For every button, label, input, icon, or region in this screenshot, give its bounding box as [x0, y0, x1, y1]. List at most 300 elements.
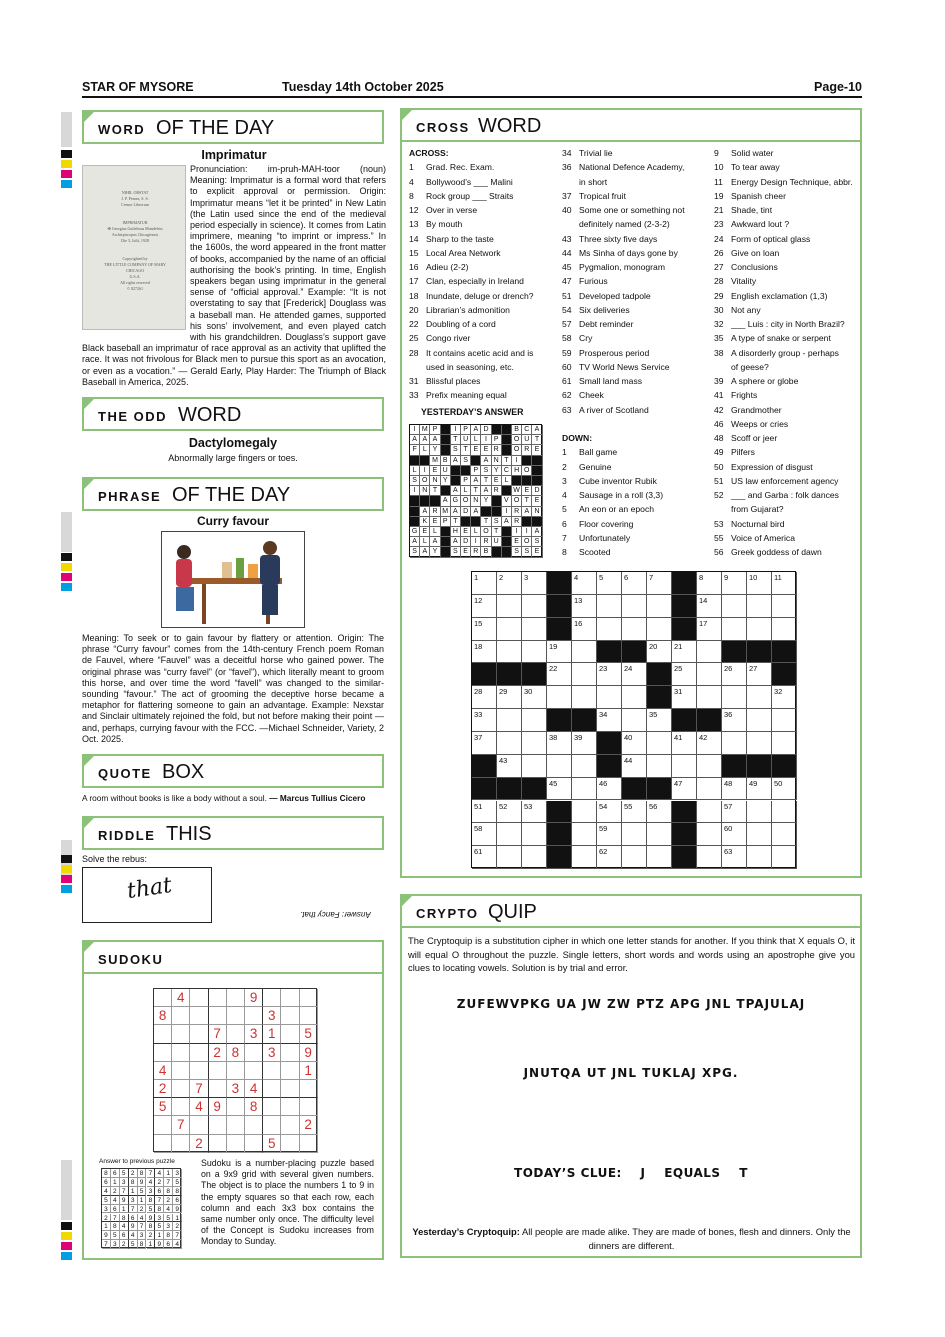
crossword-cell[interactable] [522, 686, 547, 709]
crossword-cell[interactable] [647, 709, 672, 732]
crossword-cell[interactable] [622, 618, 647, 641]
crossword-cell[interactable] [622, 663, 647, 686]
crossword-cell[interactable] [772, 801, 797, 824]
crossword-black-cell [722, 755, 747, 778]
crossword-black-cell [547, 572, 572, 595]
sudoku-cell[interactable] [190, 1007, 208, 1025]
crossword-cell[interactable] [597, 823, 622, 846]
book-line: ✠ Georgius Guilelmus Mundelein [107, 226, 163, 231]
answer-cell: I [410, 425, 420, 435]
cell-number: 20 [649, 641, 658, 651]
clue-item [562, 203, 712, 217]
sudoku-cell[interactable] [154, 1116, 172, 1134]
sudoku-cell[interactable] [209, 1062, 227, 1080]
answer-black-cell [461, 466, 471, 476]
sudoku-cell[interactable] [209, 1116, 227, 1134]
answer-cell: L [420, 445, 430, 455]
clue-item [409, 274, 557, 288]
sudoku-cell[interactable] [281, 1080, 299, 1098]
crossword-cell[interactable] [772, 709, 797, 732]
sudoku-cell: 4 [172, 989, 190, 1007]
phrase-illustration [161, 531, 305, 628]
crossword-cell[interactable] [622, 572, 647, 595]
crossword-cell[interactable] [547, 663, 572, 686]
sudoku-cell[interactable] [209, 1135, 227, 1153]
sudoku-cell[interactable] [227, 989, 245, 1007]
crossword-cell[interactable] [722, 686, 747, 709]
crossword-cell[interactable] [622, 709, 647, 732]
answer-black-cell [451, 466, 461, 476]
crossword-cell[interactable] [572, 732, 597, 755]
sudoku-cell[interactable] [154, 1135, 172, 1153]
sudoku-cell[interactable] [227, 1007, 245, 1025]
prev-sudoku-cell: 1 [173, 1214, 182, 1223]
header-small: PHRASE [98, 489, 162, 504]
crossword-cell[interactable] [697, 846, 722, 869]
crossword-cell[interactable] [497, 595, 522, 618]
crossword-cell[interactable] [722, 595, 747, 618]
crossword-cell[interactable] [572, 595, 597, 618]
crossword-cell[interactable] [672, 778, 697, 801]
sudoku-cell[interactable] [172, 1007, 190, 1025]
issue-date: Tuesday 14th October 2025 [282, 80, 444, 94]
answer-cell: S [410, 547, 420, 557]
crossword-cell[interactable] [497, 801, 522, 824]
clue-item [714, 146, 860, 160]
crossword-cell[interactable] [772, 572, 797, 595]
down-clues-2 [714, 146, 860, 559]
rebus-text: that [125, 872, 174, 905]
sudoku-cell: 4 [190, 1098, 208, 1116]
prev-sudoku-cell: 2 [155, 1178, 164, 1187]
clue-item [562, 289, 712, 303]
crossword-cell[interactable] [597, 686, 622, 709]
answer-black-cell [532, 466, 542, 476]
crossword-cell[interactable] [722, 663, 747, 686]
crossword-cell[interactable] [547, 641, 572, 664]
crossword-cell[interactable] [747, 801, 772, 824]
answer-cell: N [532, 507, 542, 517]
sudoku-cell[interactable] [300, 1080, 318, 1098]
sudoku-cell[interactable] [281, 1007, 299, 1025]
crossword-cell[interactable] [697, 641, 722, 664]
clue-number: 56 [714, 547, 724, 557]
crossword-cell[interactable] [547, 732, 572, 755]
sudoku-cell[interactable] [172, 1062, 190, 1080]
crossword-black-cell [622, 641, 647, 664]
answer-cell: W [512, 486, 522, 496]
crossword-cell[interactable] [647, 823, 672, 846]
answer-cell: P [430, 425, 440, 435]
answer-cell: A [481, 456, 491, 466]
crossword-cell[interactable] [597, 618, 622, 641]
answer-black-cell [410, 456, 420, 466]
crossword-cell[interactable] [497, 732, 522, 755]
crossword-cell[interactable] [472, 686, 497, 709]
crossword-cell[interactable] [597, 801, 622, 824]
answer-cell: R [512, 507, 522, 517]
sudoku-cell[interactable] [300, 989, 318, 1007]
clue-text: of geese? [731, 361, 769, 372]
crossword-cell[interactable] [522, 755, 547, 778]
sudoku-cell[interactable] [154, 1025, 172, 1043]
sudoku-cell[interactable] [281, 989, 299, 1007]
header-big: QUIP [488, 901, 537, 923]
clue-item [409, 374, 557, 388]
crossword-cell[interactable] [572, 823, 597, 846]
answer-black-cell [492, 425, 502, 435]
sudoku-cell[interactable] [245, 1044, 263, 1062]
crossword-cell[interactable] [747, 709, 772, 732]
sudoku-cell[interactable] [245, 1116, 263, 1134]
crossword-cell[interactable] [772, 732, 797, 755]
crossword-cell[interactable] [722, 823, 747, 846]
sudoku-cell[interactable] [263, 1116, 281, 1134]
crossword-cell[interactable] [572, 572, 597, 595]
prev-sudoku-cell: 8 [147, 1222, 156, 1231]
crossword-cell[interactable] [647, 572, 672, 595]
sudoku-cell[interactable] [245, 1062, 263, 1080]
crossword-cell[interactable] [472, 572, 497, 595]
crossword-cell[interactable] [472, 823, 497, 846]
answer-black-cell [481, 507, 491, 517]
clue-item [714, 317, 860, 331]
crossword-cell[interactable] [547, 755, 572, 778]
crossword-cell[interactable] [522, 572, 547, 595]
prev-sudoku-cell: 3 [120, 1178, 129, 1187]
crossword-cell[interactable] [697, 755, 722, 778]
crossword-black-cell [547, 595, 572, 618]
crossword-cell[interactable] [472, 618, 497, 641]
crossword-cell[interactable] [622, 755, 647, 778]
crossword-cell[interactable] [772, 823, 797, 846]
clue-number: 24 [714, 233, 724, 244]
crossword-cell[interactable] [772, 686, 797, 709]
answer-cell: E [420, 527, 430, 537]
clue-item [714, 445, 860, 459]
crossword-cell[interactable] [547, 778, 572, 801]
sudoku-cell[interactable] [245, 1135, 263, 1153]
clue-text: Unfortunately [579, 532, 631, 543]
clue-number: 44 [562, 247, 572, 258]
crossword-black-cell [747, 755, 772, 778]
crossword-cell[interactable] [697, 572, 722, 595]
cell-number: 21 [674, 641, 683, 651]
crossword-cell[interactable] [622, 801, 647, 824]
answer-black-cell [492, 507, 502, 517]
paper-name: STAR OF MYSORE [82, 80, 194, 94]
crossword-cell[interactable] [772, 595, 797, 618]
sudoku-cell[interactable] [227, 1135, 245, 1153]
answer-cell: S [492, 517, 502, 527]
sudoku-cell[interactable] [154, 989, 172, 1007]
crossword-cell[interactable] [647, 618, 672, 641]
crossword-cell[interactable] [472, 641, 497, 664]
clue-number: 15 [409, 247, 419, 258]
sudoku-cell[interactable] [281, 1116, 299, 1134]
crossword-cell[interactable] [722, 618, 747, 641]
clue-number: 8 [409, 190, 414, 201]
sudoku-cell[interactable] [263, 1062, 281, 1080]
prev-sudoku-cell: 9 [155, 1240, 164, 1249]
crossword-cell[interactable] [647, 755, 672, 778]
crossword-cell[interactable] [647, 641, 672, 664]
crossword-cell[interactable] [522, 846, 547, 869]
clue-item [714, 217, 860, 231]
crossword-cell[interactable] [722, 846, 747, 869]
crossword-cell[interactable] [697, 595, 722, 618]
crossword-cell[interactable] [497, 709, 522, 732]
crossword-cell[interactable] [497, 755, 522, 778]
crossword-cell[interactable] [472, 846, 497, 869]
sudoku-cell[interactable] [209, 989, 227, 1007]
quote-text [82, 793, 392, 803]
sudoku-cell: 3 [263, 1007, 281, 1025]
crossword-cell[interactable] [622, 732, 647, 755]
sudoku-cell[interactable] [172, 1135, 190, 1153]
crossword-cell[interactable] [772, 618, 797, 641]
crossword-cell[interactable] [672, 686, 697, 709]
sudoku-cell[interactable] [227, 1116, 245, 1134]
answer-cell: E [532, 445, 542, 455]
clue-item [409, 175, 557, 189]
crossword-cell[interactable] [597, 572, 622, 595]
answer-cell: D [461, 537, 471, 547]
crossword-cell[interactable] [697, 686, 722, 709]
crossword-cell[interactable] [647, 846, 672, 869]
sudoku-cell[interactable] [190, 989, 208, 1007]
clue-number: 31 [409, 376, 419, 386]
sudoku-cell[interactable] [281, 1025, 299, 1043]
cell-number: 43 [499, 755, 508, 765]
cell-number: 28 [474, 687, 483, 697]
sudoku-cell[interactable] [227, 1025, 245, 1043]
answer-cell: T [522, 496, 532, 506]
crossword-cell[interactable] [497, 823, 522, 846]
crossword-cell[interactable] [522, 823, 547, 846]
crossword-cell[interactable] [522, 732, 547, 755]
answer-cell: I [522, 527, 532, 537]
answer-cell: L [461, 486, 471, 496]
crossword-cell[interactable] [622, 686, 647, 709]
answer-cell: P [461, 476, 471, 486]
clue-number: 26 [714, 247, 724, 258]
sudoku-cell[interactable] [263, 989, 281, 1007]
clue-number: 42 [714, 404, 724, 415]
crossword-cell[interactable] [747, 572, 772, 595]
answer-cell: B [441, 456, 451, 466]
crossword-cell[interactable] [722, 572, 747, 595]
phrase-body: Meaning: To seek or to gain favour by flattery or attention. Origin: The phrase “Curry favour” comes from the 14th-century French poem Roman de Fauvel, where “Fauvel” was a deceitful horse who gained power. The original phrase was “curry favel” (or “favel”), which literally meant to groom this horse, and over time the word “favell” was changed to the similar-sounding “favour.” The act of grooming the deceptive horse became a metaphor for flattering someone to gain an advantage. Example: Nexstar and Sinclair ultimately rejoined the fold, but not before making their point — and, perhaps, currying favour with the FCC. —Michael Schneider, Variety, 2 Oct. 2025. [82, 633, 384, 744]
sudoku-cell[interactable] [172, 1044, 190, 1062]
clue-number: 9 [714, 148, 719, 158]
answer-black-cell [502, 547, 512, 557]
sudoku-cell[interactable] [263, 1080, 281, 1098]
crossword-cell[interactable] [497, 846, 522, 869]
crossword-cell[interactable] [572, 663, 597, 686]
answer-cell: A [420, 507, 430, 517]
crossword-cell[interactable] [572, 801, 597, 824]
sudoku-cell[interactable] [281, 1044, 299, 1062]
cell-number: 42 [699, 732, 708, 742]
crossword-cell[interactable] [472, 801, 497, 824]
crossword-cell[interactable] [622, 846, 647, 869]
crossword-black-cell [572, 709, 597, 732]
answer-cell: A [441, 496, 451, 506]
clue-number [562, 217, 579, 231]
sudoku-cell[interactable] [172, 1080, 190, 1098]
clue-item [562, 189, 712, 203]
crossword-cell[interactable] [572, 686, 597, 709]
sudoku-cell[interactable] [190, 1044, 208, 1062]
header-big: WORD [178, 404, 242, 426]
crossword-cell[interactable] [597, 846, 622, 869]
crossword-cell[interactable] [722, 801, 747, 824]
clue-number: 34 [562, 148, 572, 158]
crossword-black-cell [522, 778, 547, 801]
crossword-cell[interactable] [672, 732, 697, 755]
crossword-cell[interactable] [747, 618, 772, 641]
crossword-cell[interactable] [522, 709, 547, 732]
sudoku-cell[interactable] [190, 1116, 208, 1134]
book-line: All rights reserved [120, 280, 150, 285]
crossword-cell[interactable] [747, 778, 772, 801]
crossword-cell[interactable] [647, 595, 672, 618]
crossword-cell[interactable] [747, 595, 772, 618]
down-label: DOWN: [562, 433, 593, 443]
sudoku-cell[interactable] [227, 1062, 245, 1080]
sudoku-cell[interactable] [209, 1080, 227, 1098]
answer-black-cell [441, 445, 451, 455]
crossword-cell[interactable] [597, 778, 622, 801]
clue-item [562, 232, 712, 246]
crossword-cell[interactable] [747, 686, 772, 709]
answer-cell: B [481, 547, 491, 557]
crossword-cell[interactable] [572, 755, 597, 778]
crossword-cell[interactable] [522, 595, 547, 618]
sudoku-cell[interactable] [209, 1007, 227, 1025]
prev-sudoku-cell: 7 [147, 1169, 156, 1178]
sudoku-cell[interactable] [300, 1007, 318, 1025]
sudoku-cell[interactable] [172, 1098, 190, 1116]
crossword-cell[interactable] [522, 641, 547, 664]
crossword-cell[interactable] [672, 641, 697, 664]
crossword-cell[interactable] [747, 732, 772, 755]
crossword-cell[interactable] [672, 663, 697, 686]
sudoku-cell[interactable] [300, 1135, 318, 1153]
book-line: © 827261 [126, 286, 144, 291]
crossword-cell[interactable] [647, 732, 672, 755]
crossword-cell[interactable] [522, 618, 547, 641]
sudoku-cell[interactable] [190, 1062, 208, 1080]
clue-item [714, 160, 860, 174]
clue-item [714, 203, 860, 217]
crossword-cell[interactable] [697, 823, 722, 846]
crossword-cell[interactable] [697, 778, 722, 801]
crossword-cell[interactable] [597, 663, 622, 686]
crossword-cell[interactable] [772, 778, 797, 801]
answer-cell: E [430, 466, 440, 476]
sudoku-cell[interactable] [190, 1025, 208, 1043]
crossword-cell[interactable] [472, 709, 497, 732]
answer-black-cell [471, 456, 481, 466]
clue-item [714, 403, 860, 417]
sudoku-cell[interactable] [300, 1098, 318, 1116]
word-body-text: Pronunciation: im-pruh-MAH-toor (noun) Meaning: Imprimatur is a formal word that refers to explicit approval or permission. Origin: Imprimatur means “let it be printed” in New Latin (the Latin used since the end of the medieval period especially in science). It comes from Latin imprimere, meaning “to imprint or impress.” In the 1600s, the word appeared in the front matter of books, accompanied by the name of an official authorising the book’s printing. In time, English speakers began using imprimatur in the general sense of “official approval.” Example: “It is not overstating to say that [Frederick] Douglass was a baseball man. He attended games, supported his sons’ involvement, and even played catch with his grandchildren. Douglass’s support gave Black baseball an imprimatur of race approval as an activity that uplifted the race. It was not frivolous for Black men to pursue this sport as an avocation, or even as a vocation.” — Gerald Early, Play Harder: The Triumph of Black Baseball in America, 2025. [82, 164, 386, 387]
clue-number: 10 [714, 162, 724, 173]
crossword-cell[interactable] [772, 846, 797, 869]
sudoku-cell[interactable] [281, 1098, 299, 1116]
crossword-cell[interactable] [622, 823, 647, 846]
crossword-grid [471, 571, 796, 868]
crossword-black-cell [522, 663, 547, 686]
sudoku-cell[interactable] [227, 1098, 245, 1116]
crossword-cell[interactable] [597, 709, 622, 732]
crossword-cell[interactable] [572, 618, 597, 641]
crossword-cell[interactable] [722, 732, 747, 755]
crossword-cell[interactable] [497, 572, 522, 595]
prev-sudoku-cell: 4 [111, 1196, 120, 1205]
crossword-cell[interactable] [572, 641, 597, 664]
answer-cell: I [420, 466, 430, 476]
sudoku-cell[interactable] [154, 1044, 172, 1062]
crossword-cell[interactable] [622, 595, 647, 618]
crossword-cell[interactable] [697, 732, 722, 755]
crossword-cell[interactable] [647, 801, 672, 824]
answer-cell: T [492, 527, 502, 537]
answer-cell: A [430, 537, 440, 547]
crossword-cell[interactable] [472, 595, 497, 618]
crossword-cell[interactable] [697, 618, 722, 641]
crossword-cell[interactable] [497, 641, 522, 664]
prev-sudoku-cell: 5 [120, 1169, 129, 1178]
crossword-cell[interactable] [497, 686, 522, 709]
crossword-cell[interactable] [547, 686, 572, 709]
answer-cell: A [430, 435, 440, 445]
sudoku-cell[interactable] [281, 1135, 299, 1153]
sudoku-cell[interactable] [263, 1098, 281, 1116]
crossword-cell[interactable] [572, 778, 597, 801]
crossword-cell[interactable] [497, 618, 522, 641]
crossword-cell[interactable] [672, 755, 697, 778]
crossword-cell[interactable] [522, 801, 547, 824]
sudoku-cell[interactable] [172, 1025, 190, 1043]
cell-number: 33 [474, 710, 483, 720]
crossword-black-cell [497, 663, 522, 686]
clue-item [409, 346, 557, 360]
crossword-cell[interactable] [472, 732, 497, 755]
crossword-cell[interactable] [722, 709, 747, 732]
sudoku-cell[interactable] [245, 1007, 263, 1025]
cell-number: 48 [724, 778, 733, 788]
sudoku-cell[interactable] [281, 1062, 299, 1080]
crossword-cell[interactable] [597, 595, 622, 618]
clue-item [562, 502, 712, 516]
crossword-cell[interactable] [697, 663, 722, 686]
crossword-cell[interactable] [722, 778, 747, 801]
crossword-cell[interactable] [697, 801, 722, 824]
crossword-cell[interactable] [747, 663, 772, 686]
crossword-cell[interactable] [747, 823, 772, 846]
clue-item [714, 374, 860, 388]
cell-number: 46 [599, 778, 608, 788]
crossword-cell[interactable] [572, 846, 597, 869]
crossword-cell[interactable] [747, 846, 772, 869]
answer-black-cell [441, 527, 451, 537]
cell-number: 11 [774, 573, 782, 582]
clue-item [714, 232, 860, 246]
clue-number: 51 [562, 290, 572, 301]
